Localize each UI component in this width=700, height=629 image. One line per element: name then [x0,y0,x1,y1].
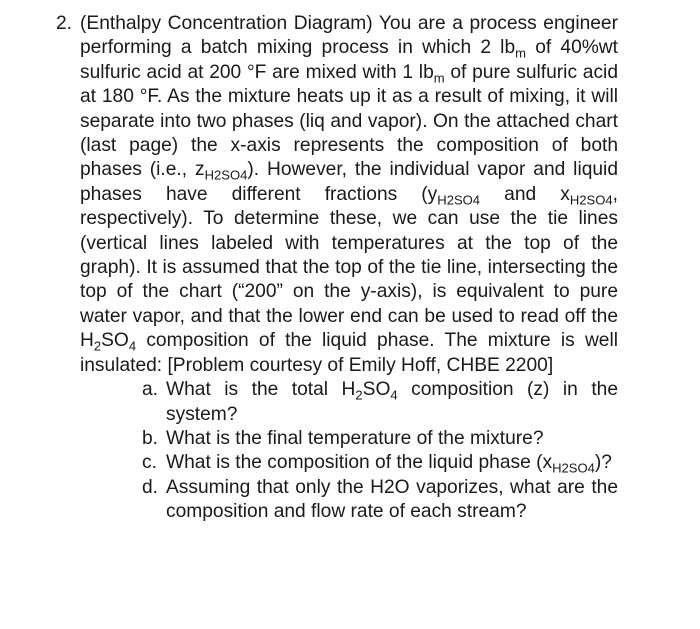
question-text: What is the total H [166,379,356,401]
question-c [142,451,618,475]
question-text: What is the composition of the liquid phase (x [166,452,553,474]
problem-text: composition of the liquid phase. The mixture is well insulated: [Problem courtesy of Emily Hoff, CHBE 2200] [80,330,618,376]
question-d [142,476,618,525]
question-label: a. [142,379,159,401]
problem-number: 2. [56,13,73,34]
subscript-h2so4: H2SO4 [437,192,481,208]
subscript-m: m [515,45,526,61]
subscript-4: 4 [390,387,398,403]
problem-text: SO [101,330,129,352]
question-text: )? [594,452,612,474]
question-b [142,427,618,451]
problem-text: of 40%wt sulfuric acid at 200 °F are mixed with 1 lb [80,37,618,83]
problem-text: and x [480,183,570,205]
question-text: SO [362,379,391,401]
subscript-h2so4: H2SO4 [569,192,613,208]
problem-text: ). However, the individual vapor and liquid phases have different fractions (y [80,159,618,205]
problem-text: (Enthalpy Concentration Diagram) You are a process engineer performing a batch mixing process in which 2 lb [80,13,618,59]
subscript-h2so4: H2SO4 [552,460,595,476]
subscript-4: 4 [128,338,137,354]
subscript-2: 2 [355,387,363,403]
problem-2 [56,12,618,525]
problem-statement [80,12,618,378]
sub-questions [80,378,618,524]
question-label: b. [142,427,159,449]
subscript-m: m [433,70,445,86]
question-label: d. [142,476,159,498]
question-text: Assuming that only the H2O vaporizes, what are the composition and flow rate of each stream? [166,476,618,523]
question-text: What is the final temperature of the mixture? [166,427,544,449]
subscript-h2so4: H2SO4 [204,168,248,183]
subscript-2: 2 [93,338,102,354]
question-text: composition (z) in the system? [166,379,618,425]
question-label: c. [142,452,157,474]
problem-text: of pure sulfuric acid at 180 °F. As the mixture heats up it as a result of mixing, it will separate into two phases (liq and vapor). On the attached chart (last page) the x-axis represents the composition of both phases (i.e., z [80,61,618,181]
problem-text: , respectively). To determine these, we can use the tie lines (vertical lines labeled with temperatures at the top of the graph). It is assumed that the top of the tie line, intersecting the top of the chart (“200” on the y-axis), is equivalent to pure water vapor, and that the lower end can be used to read off the H [80,183,618,352]
question-a [142,378,618,427]
